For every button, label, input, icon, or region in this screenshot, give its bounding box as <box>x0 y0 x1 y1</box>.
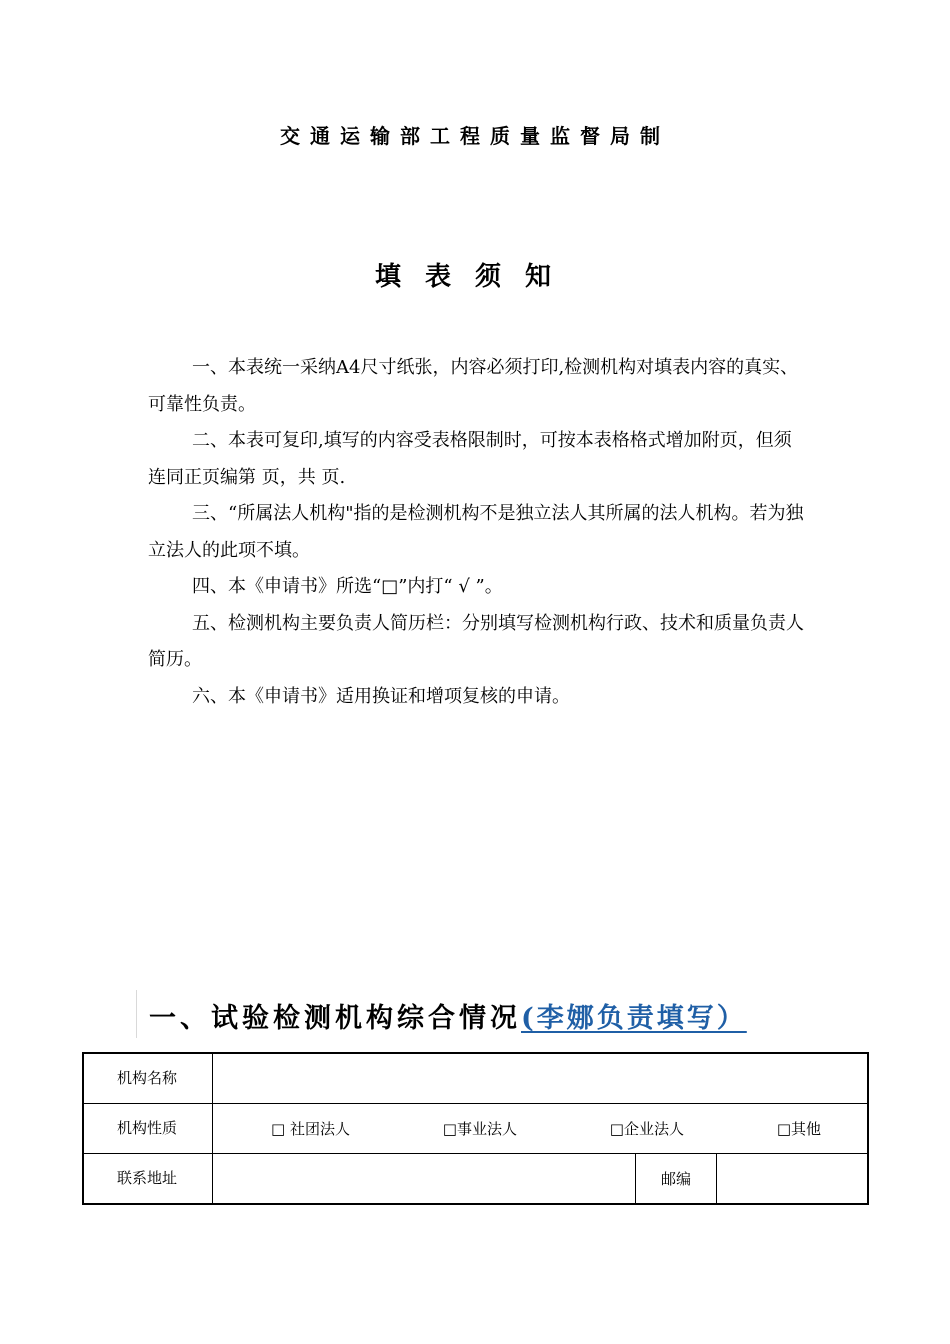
nature-label: 机构性质 <box>117 1119 178 1137</box>
issuer-line: 交通运输部工程质量监督局制 <box>280 124 670 148</box>
table-row <box>83 1053 868 1104</box>
name-label-cell <box>83 1053 213 1104</box>
table-row <box>83 1154 868 1205</box>
option-enterprise-checkbox[interactable]: □企业法人 <box>609 1120 684 1138</box>
address-label-cell <box>83 1154 213 1205</box>
institution-info-table <box>82 1052 869 1205</box>
notice-title: 填表须知 <box>374 262 575 292</box>
option-other-checkbox[interactable]: □其他 <box>776 1120 821 1138</box>
section-header <box>136 990 827 1038</box>
postcode-value-cell[interactable] <box>717 1154 869 1205</box>
notice-item: 二、本表可复印,填写的内容受表格限制时，可按本表格格式增加附页，但须连同正页编第 页，共 页. <box>148 430 792 488</box>
notice-item: 五、检测机构主要负责人简历栏：分别填写检测机构行政、技术和质量负责人简历。 <box>148 612 804 670</box>
name-label: 机构名称 <box>117 1069 178 1087</box>
table-row <box>83 1104 868 1154</box>
notice-body <box>148 350 808 715</box>
postcode-label: 邮编 <box>636 1154 717 1205</box>
address-label: 联系地址 <box>117 1169 178 1187</box>
name-value-cell[interactable] <box>213 1053 869 1104</box>
option-public-institution-checkbox[interactable]: □事业法人 <box>442 1120 517 1138</box>
option-social-organization-checkbox[interactable]: □ 社团法人 <box>271 1120 350 1138</box>
section-title <box>149 996 747 1035</box>
notice-item: 四、本《申请书》所选“□”内打“ √ ”。 <box>192 576 503 597</box>
notice-item: 一、本表统一采纳A4尺寸纸张，内容必须打印,检测机构对填表内容的真实、可靠性负责。 <box>148 357 799 415</box>
nature-label-cell <box>83 1104 213 1154</box>
address-value-cell[interactable] <box>213 1154 636 1205</box>
section-note: (李娜负责填写） <box>521 1003 747 1034</box>
section-title-text: 一、试验检测机构综合情况 <box>149 1003 521 1034</box>
notice-item: 三、“所属法人机构"指的是检测机构不是独立法人其所属的法人机构。若为独立法人的此项不填。 <box>148 503 804 561</box>
nature-options-cell <box>213 1104 869 1154</box>
notice-item: 六、本《申请书》适用换证和增项复核的申请。 <box>192 685 570 707</box>
